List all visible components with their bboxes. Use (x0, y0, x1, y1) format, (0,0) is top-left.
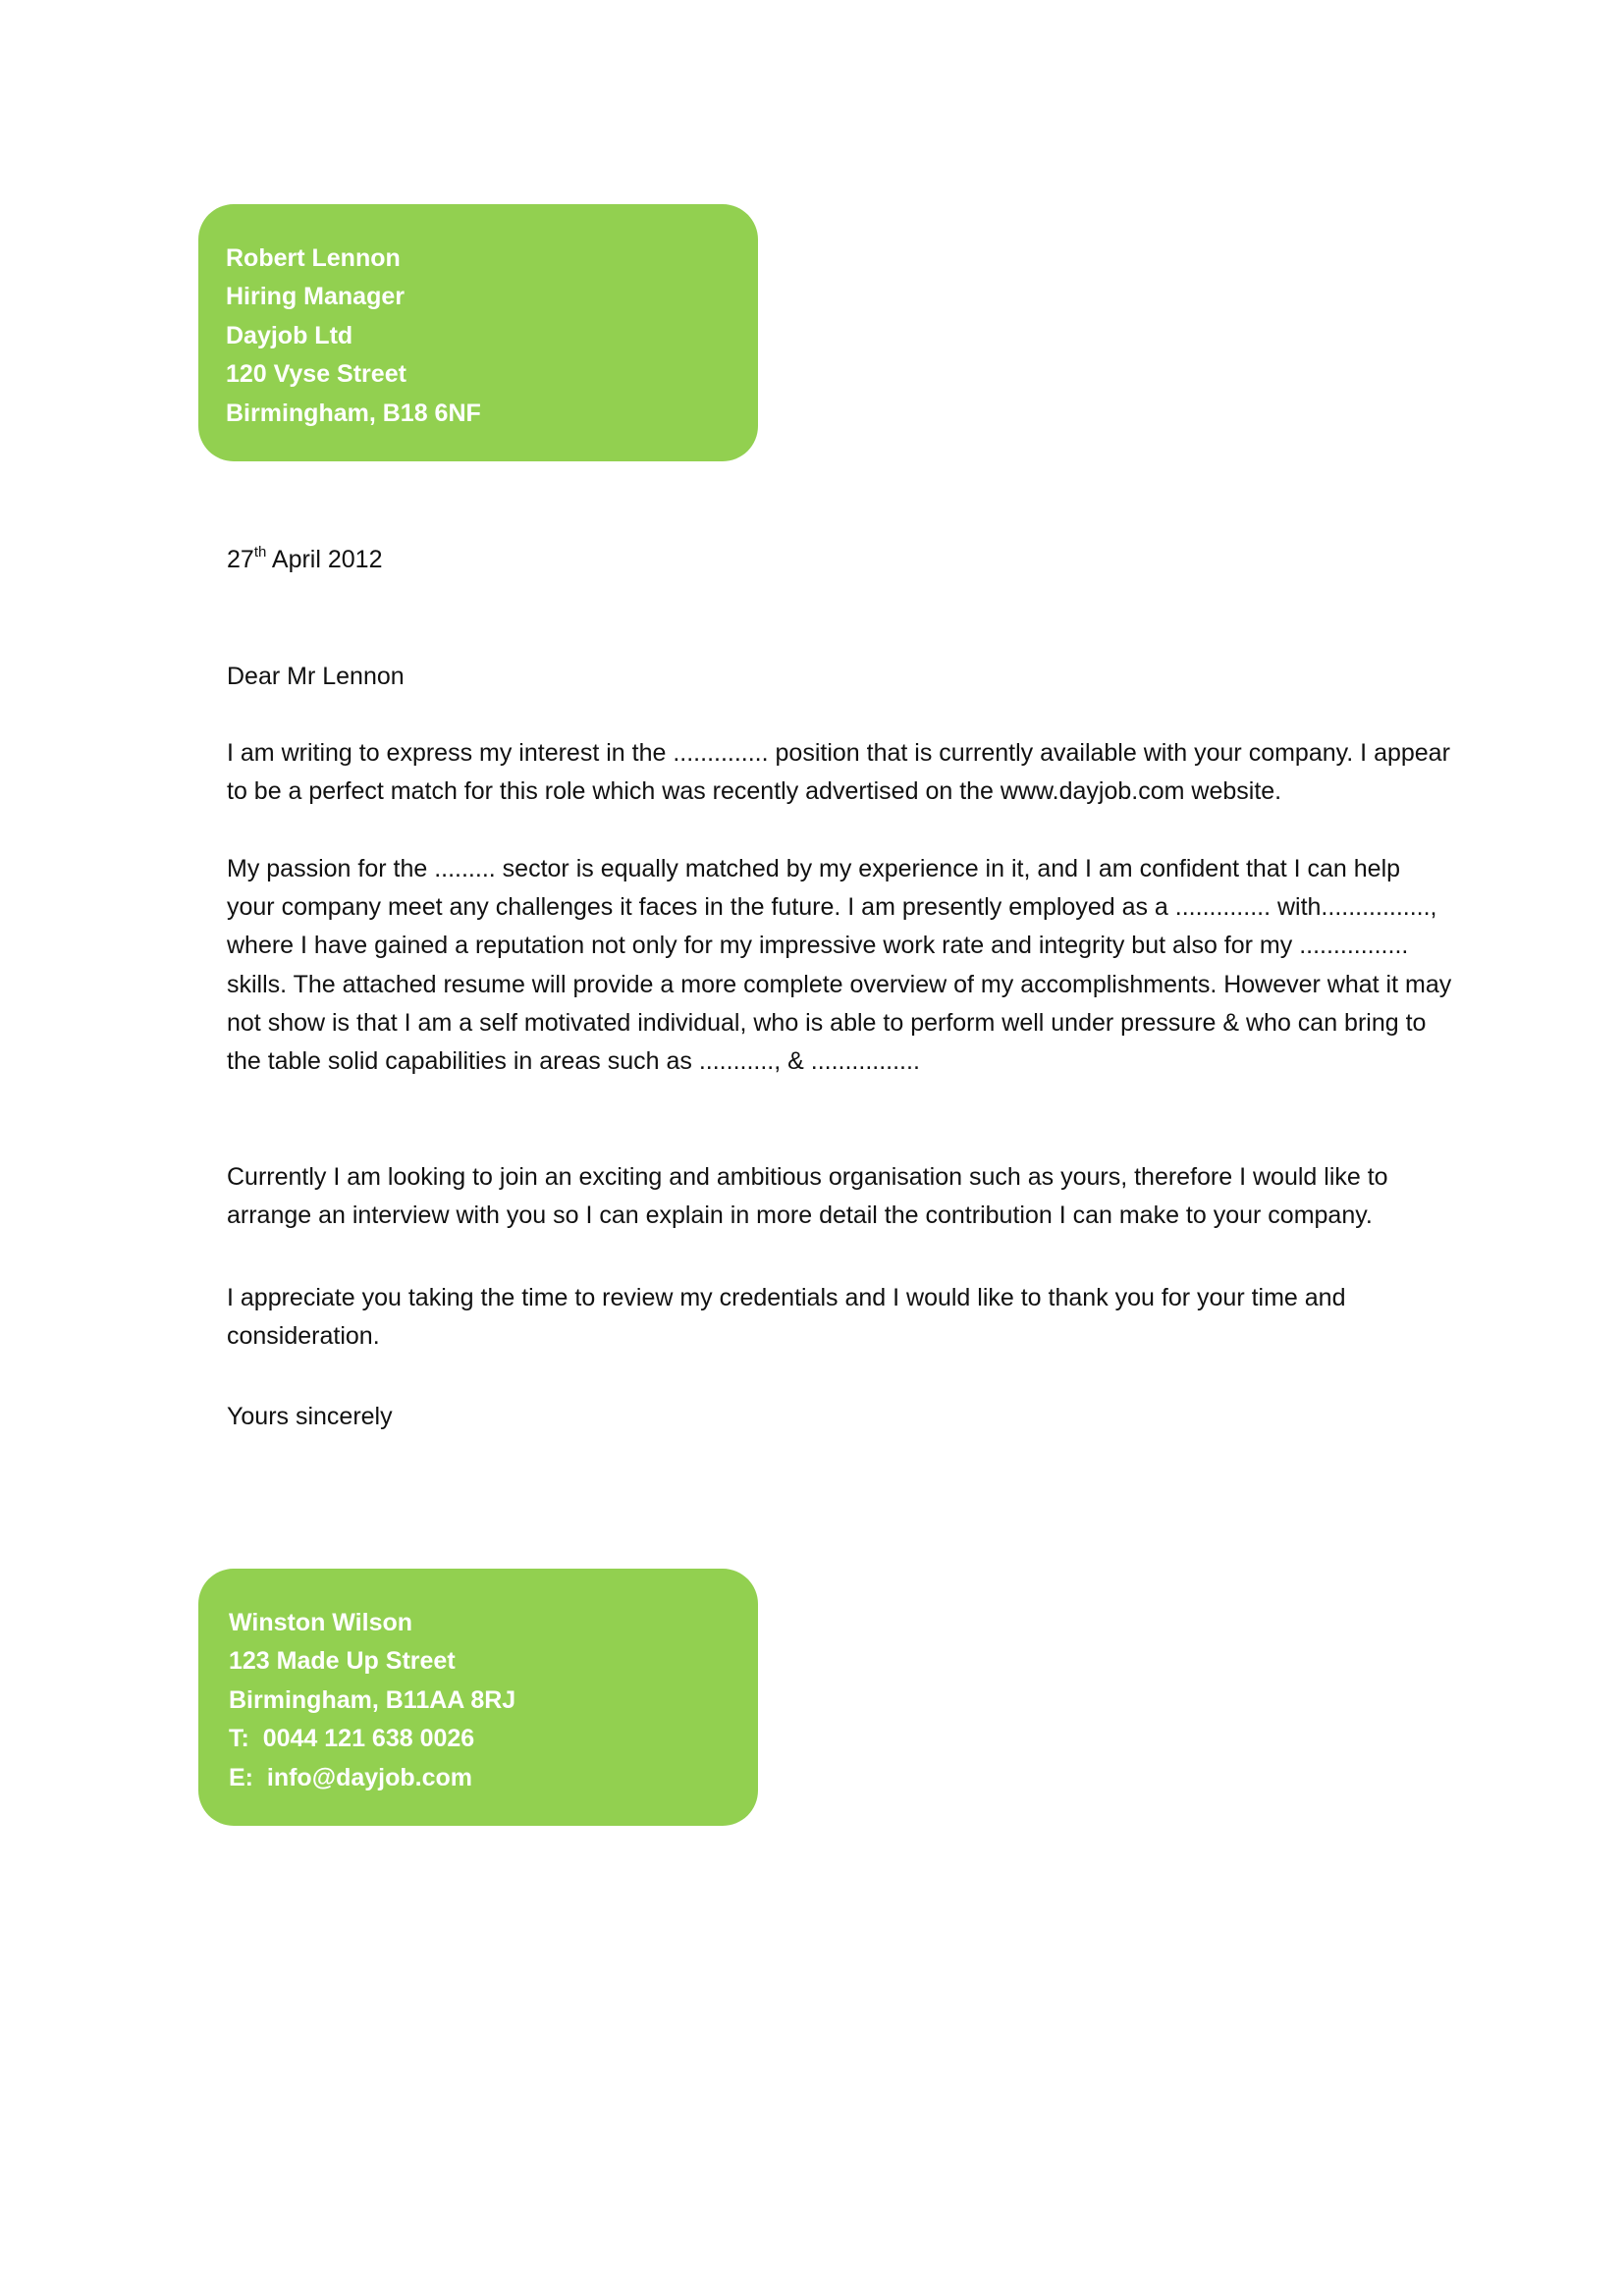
paragraph-thanks: I appreciate you taking the time to review my credentials and I would like to thank you for your time and consideration. (227, 1284, 1346, 1351)
recipient-company: Dayjob Ltd (226, 321, 353, 349)
sender-city: Birmingham, B11AA 8RJ (229, 1685, 516, 1714)
date-month-year: April 2012 (266, 546, 383, 573)
sender-phone: T: 0044 121 638 0026 (229, 1725, 475, 1753)
letter-date (227, 541, 1454, 579)
recipient-name: Robert Lennon (226, 244, 401, 272)
recipient-title: Hiring Manager (226, 283, 405, 311)
salutation: Dear Mr Lennon (227, 663, 405, 690)
sender-email: E: info@dayjob.com (229, 1763, 472, 1791)
date-suffix: th (253, 544, 267, 561)
paragraph-interview-request: Currently I am looking to join an exciting and ambitious organisation such as yours, therefore I would like to arrange an interview with you so I can explain in more detail the contribution I can make to your company. (227, 1163, 1388, 1230)
recipient-street: 120 Vyse Street (226, 360, 406, 389)
paragraph-intro: I am writing to express my interest in the .............. position that is currently available with your company. I appear to be a perfect match for this role which was recently advertised on the www.dayjob.com website. (227, 739, 1450, 806)
sender-contact-box (198, 1569, 758, 1826)
date-day: 27 (227, 546, 254, 573)
recipient-address-box (198, 204, 758, 461)
paragraph-experience: My passion for the ......... sector is equally matched by my experience in it, and I am confident that I can help your company meet any challenges it faces in the future. I am presently employed as a .............. with................, where I have gained a reputation not only for my impressive work rate and integrity but also for my ................ skills. The attached resume will provide a more complete overview of my accomplishments. However what it may not show is that I am a self motivated individual, who is able to perform well under pressure & who can bring to the table solid capabilities in areas such as ..........., & ................ (227, 855, 1452, 1076)
closing: Yours sincerely (227, 1403, 393, 1430)
sender-street: 123 Made Up Street (229, 1647, 456, 1676)
sender-name: Winston Wilson (229, 1609, 413, 1636)
recipient-city: Birmingham, B18 6NF (226, 399, 481, 427)
